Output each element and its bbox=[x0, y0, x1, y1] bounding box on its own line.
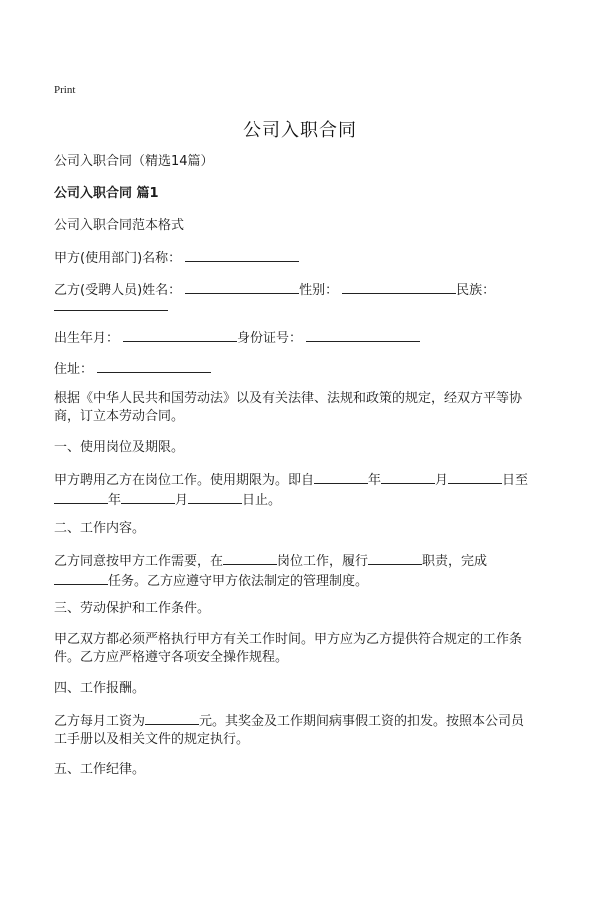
id-label: 身份证号： bbox=[237, 331, 303, 346]
party-a-blank[interactable] bbox=[185, 248, 299, 262]
intro-paragraph bbox=[54, 390, 550, 426]
section-4-heading: 四、工作报酬。 bbox=[54, 681, 146, 696]
end-month-blank[interactable] bbox=[121, 490, 175, 504]
address-label: 住址： bbox=[54, 362, 94, 377]
end-day-blank[interactable] bbox=[188, 490, 242, 504]
section-2-line-2 bbox=[54, 571, 550, 591]
year-label: 年 bbox=[368, 473, 382, 488]
duty-text-4: 任务。乙方应遵守甲方依法制定的管理制度。 bbox=[108, 574, 369, 589]
duty-text-3: 职责，完成 bbox=[422, 554, 488, 569]
section-4-line-2: 工手册以及相关文件的规定执行。 bbox=[54, 732, 250, 747]
start-day-blank[interactable] bbox=[448, 470, 502, 484]
section-4-line-1 bbox=[54, 711, 550, 731]
section-1-line-2 bbox=[54, 490, 550, 510]
position-blank[interactable] bbox=[223, 551, 277, 565]
term-text: 甲方聘用乙方在岗位工作。使用期限为。即自 bbox=[54, 473, 315, 488]
template-label: 公司入职合同范本格式 bbox=[54, 218, 185, 233]
duty-text-1: 乙方同意按甲方工作需要，在 bbox=[54, 554, 224, 569]
section-1-heading: 一、使用岗位及期限。 bbox=[54, 440, 185, 455]
gender-label: 性别： bbox=[299, 283, 339, 298]
section-3-line-2: 件。乙方应严格遵守各项安全操作规程。 bbox=[54, 650, 289, 665]
ethnicity-label: 民族： bbox=[456, 283, 496, 298]
address-blank[interactable] bbox=[97, 359, 211, 373]
party-b-name-blank[interactable] bbox=[185, 280, 299, 294]
section-2-line-1 bbox=[54, 551, 550, 571]
salary-text-2: 元。其奖金及工作期间病事假工资的扣发。按照本公司员 bbox=[199, 714, 525, 729]
party-a-row bbox=[54, 248, 299, 268]
task-blank[interactable] bbox=[54, 571, 108, 585]
year-label: 年 bbox=[108, 493, 122, 508]
salary-text-1: 乙方每月工资为 bbox=[54, 714, 146, 729]
ethnicity-blank-row bbox=[54, 297, 168, 317]
id-blank[interactable] bbox=[306, 328, 420, 342]
document-title: 公司入职合同 bbox=[243, 120, 357, 141]
section-3-heading: 三、劳动保护和工作条件。 bbox=[54, 601, 211, 616]
party-b-name-label: 乙方(受聘人员)姓名： bbox=[54, 283, 182, 298]
section-heading: 公司入职合同 篇1 bbox=[54, 186, 159, 201]
section-2-heading: 二、工作内容。 bbox=[54, 521, 146, 536]
ethnicity-blank[interactable] bbox=[54, 297, 168, 311]
day-to-label: 日至 bbox=[502, 473, 529, 488]
party-a-label: 甲方(使用部门)名称： bbox=[54, 251, 182, 266]
intro-line-2: 商，订立本劳动合同。 bbox=[54, 409, 185, 424]
duty-text-2: 岗位工作，履行 bbox=[277, 554, 369, 569]
section-1-body bbox=[54, 470, 550, 510]
section-1-line-1 bbox=[54, 470, 550, 490]
day-end-label: 日止。 bbox=[242, 493, 282, 508]
birth-id-row bbox=[54, 328, 420, 348]
duty-blank[interactable] bbox=[368, 551, 422, 565]
section-2-body bbox=[54, 551, 550, 591]
address-row bbox=[54, 359, 211, 379]
document-subtitle: 公司入职合同（精选14篇） bbox=[54, 154, 214, 169]
section-4-body bbox=[54, 711, 550, 749]
print-label[interactable]: Print bbox=[54, 84, 76, 96]
month-label: 月 bbox=[435, 473, 449, 488]
intro-line-1: 根据《中华人民共和国劳动法》以及有关法律、法规和政策的规定，经双方平等协 bbox=[54, 391, 523, 406]
month-label: 月 bbox=[175, 493, 189, 508]
start-year-blank[interactable] bbox=[314, 470, 368, 484]
end-year-blank[interactable] bbox=[54, 490, 108, 504]
birth-label: 出生年月： bbox=[54, 331, 120, 346]
section-5-heading: 五、工作纪律。 bbox=[54, 762, 146, 777]
start-month-blank[interactable] bbox=[381, 470, 435, 484]
gender-blank[interactable] bbox=[342, 280, 456, 294]
birth-blank[interactable] bbox=[123, 328, 237, 342]
section-3-line-1: 甲乙双方都必须严格执行甲方有关工作时间。甲方应为乙方提供符合规定的工作条 bbox=[54, 632, 523, 647]
salary-blank[interactable] bbox=[145, 711, 199, 725]
section-3-body bbox=[54, 631, 550, 667]
